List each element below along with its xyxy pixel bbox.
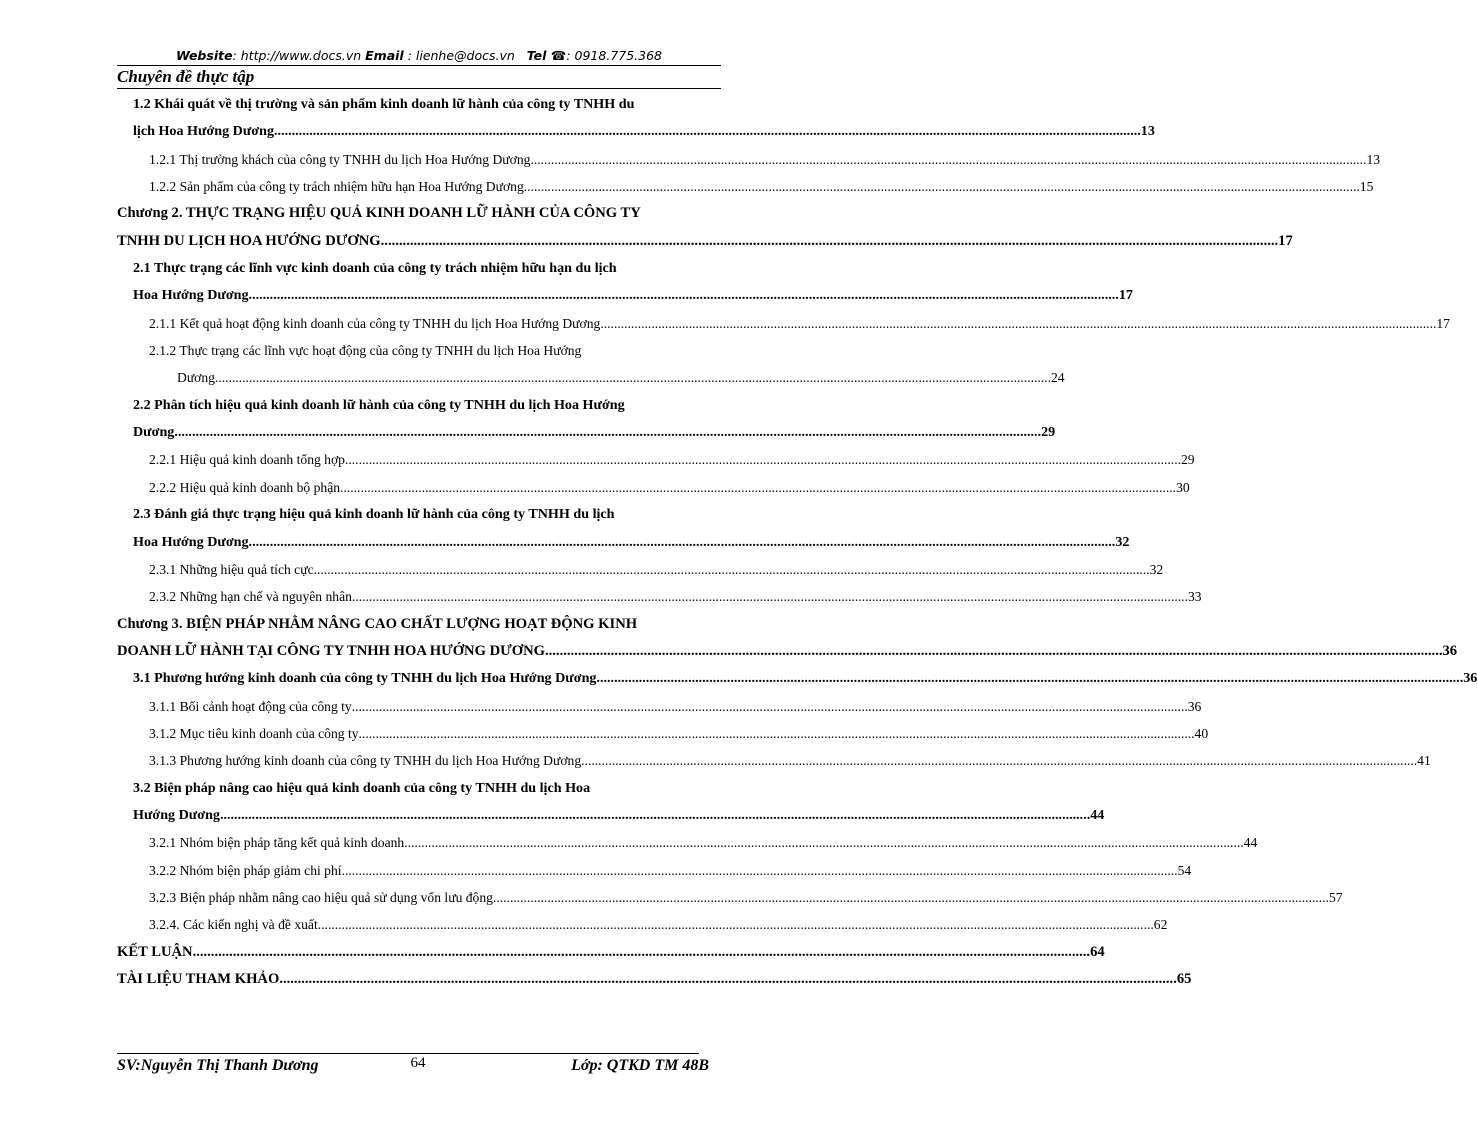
toc-page-number: 13 [1140, 123, 1155, 140]
toc-entry-title: 3.1.2 Mục tiêu kinh doanh của công ty [149, 725, 359, 741]
dot-leader [340, 474, 1176, 501]
toc-entry [117, 146, 1381, 173]
toc-page-number: 36 [1442, 642, 1458, 659]
toc-entry-title: Dương [133, 424, 175, 441]
toc-entry-line [117, 501, 721, 528]
toc-entry-line [117, 118, 1155, 145]
toc-entry-line [117, 337, 721, 364]
toc-entry-title: Dương [177, 370, 215, 386]
toc-entry [117, 583, 1202, 610]
dot-leader [274, 118, 1141, 145]
toc-entry-line [117, 200, 721, 227]
dot-leader [345, 446, 1181, 473]
toc-page-number: 44 [1090, 806, 1105, 823]
toc-entry [117, 474, 1190, 501]
toc-entry [117, 91, 1155, 146]
dot-leader [174, 419, 1041, 446]
toc-page-number: 32 [1115, 533, 1130, 550]
toc-entry [117, 337, 1065, 392]
toc-page-number: 29 [1180, 452, 1195, 468]
toc-entry-title: DOANH LỮ HÀNH TẠI CÔNG TY TNHH HOA HƯỚNG DƯƠNG [117, 642, 545, 659]
toc-entry [117, 611, 1458, 666]
toc-entry-line [117, 884, 1343, 911]
dot-leader [193, 939, 1091, 966]
toc-entry-title: 3.1.1 Bối cảnh hoạt động của công ty [149, 698, 352, 714]
email-address: : lienhe@docs.vn [403, 48, 515, 63]
toc-entry-title: TÀI LIỆU THAM KHẢO [117, 971, 280, 987]
toc-entry-line [117, 665, 1477, 692]
toc-entry [117, 173, 1374, 200]
toc-entry [117, 446, 1195, 473]
toc-entry-line [117, 446, 1195, 473]
toc-entry [117, 501, 1130, 556]
toc-page-number: 24 [1050, 370, 1065, 386]
toc-entry-title: 3.2 Biện pháp nâng cao hiệu quả kinh doanh của công ty TNHH du lịch Hoa [133, 779, 591, 796]
toc-entry-title: 2.3.1 Những hiệu quả tích cực [149, 561, 314, 577]
toc-entry-line [117, 966, 1192, 993]
toc-entry-title: 3.1 Phương hướng kinh doanh của công ty TNHH du lịch Hoa Hướng Dương [133, 670, 597, 687]
toc-entry [117, 911, 1168, 938]
dot-leader [252, 282, 1119, 309]
page-number: 64 [410, 1055, 426, 1071]
toc-entry-line [117, 857, 1192, 884]
toc-entry-title: 2.2.2 Hiệu quả kinh doanh bộ phận [149, 479, 341, 495]
dot-leader [359, 720, 1195, 747]
toc-entry-line [117, 364, 1065, 391]
toc-page-number: 33 [1187, 589, 1202, 605]
dot-leader [581, 747, 1417, 774]
website-label: Website [175, 48, 233, 63]
toc-entry-title: 2.3 Đánh giá thực trạng hiệu quả kinh doanh lữ hành của công ty TNHH du lịch [133, 506, 615, 523]
toc-entry-line [117, 173, 1374, 200]
toc-entry-line [117, 802, 1105, 829]
toc-entry [117, 310, 1450, 337]
footer-class: Lớp: QTKD TM 48B [571, 1057, 709, 1074]
tel-label: Tel ☎ [526, 48, 567, 63]
dot-leader [530, 146, 1366, 173]
toc-entry-title: 1.2.2 Sản phẩm của công ty trách nhiệm hữu hạn Hoa Hướng Dương [149, 179, 524, 195]
toc-page-number: 32 [1149, 561, 1164, 577]
toc-entry-title: KẾT LUẬN [117, 943, 193, 960]
toc-entry [117, 829, 1258, 856]
toc-entry-line [117, 91, 721, 118]
email-label: Email [365, 48, 404, 63]
dot-leader [352, 583, 1188, 610]
toc-entry-line [117, 228, 1293, 255]
toc-entry-title: 2.2 Phân tích hiệu quả kinh doanh lữ hành của công ty TNHH du lịch Hoa Hướng [133, 396, 625, 413]
dot-leader [279, 966, 1177, 993]
toc-entry [117, 857, 1192, 884]
dot-leader [596, 665, 1463, 692]
toc-entry-line [117, 310, 1450, 337]
dot-leader [223, 802, 1090, 829]
toc-entry-line [117, 474, 1190, 501]
toc-entry-title: 3.1.3 Phương hướng kinh doanh của công ty TNHH du lịch Hoa Hướng Dương [149, 753, 582, 769]
dot-leader [352, 693, 1188, 720]
toc-page-number: 65 [1176, 971, 1192, 987]
toc-entry [117, 775, 1105, 830]
toc-page-number: 36 [1187, 698, 1202, 714]
toc-entry-line [117, 556, 1164, 583]
dot-leader [381, 228, 1279, 255]
dot-leader [318, 911, 1154, 938]
toc-entry-title: 3.2.4. Các kiến nghị và đề xuất [149, 917, 318, 933]
toc-page-number: 30 [1176, 479, 1190, 495]
footer-student-name: SV:Nguyễn Thị Thanh Dương [117, 1057, 319, 1074]
toc-entry-line [117, 255, 721, 282]
toc-page-number: 29 [1041, 424, 1056, 441]
toc-entry-title: Hướng Dương. [133, 806, 224, 823]
toc-entry-title: Hoa Hướng Dương. [133, 287, 253, 304]
toc-entry-title: Hoa Hướng Dương [133, 533, 249, 550]
toc-entry-title: 3.2.2 Nhóm biện pháp giảm chi phí [149, 862, 342, 878]
dot-leader [524, 173, 1360, 200]
toc-page-number: 17 [1118, 287, 1133, 304]
dot-leader [600, 310, 1436, 337]
toc-entry-title: 1.2.1 Thị trường khách của công ty TNHH du lịch Hoa Hướng Dương [149, 151, 531, 167]
website-header [117, 48, 721, 64]
toc-entry-line [117, 693, 1202, 720]
table-of-contents [117, 91, 1477, 993]
toc-entry-line [117, 282, 1133, 309]
toc-entry [117, 720, 1209, 747]
toc-page-number: 40 [1194, 725, 1209, 741]
tel-number: : 0918.775.368 [566, 48, 663, 63]
toc-entry [117, 255, 1133, 310]
toc-entry-line [117, 392, 721, 419]
toc-entry [117, 939, 1105, 966]
header-rule-bottom [117, 88, 721, 89]
toc-page-number: 62 [1153, 917, 1168, 933]
toc-entry [117, 693, 1202, 720]
toc-entry-title: 2.1.2 Thực trạng các lĩnh vực hoạt động của công ty TNHH du lịch Hoa Hướng [149, 343, 582, 359]
toc-entry-line [117, 747, 1431, 774]
website-url: : http://www.docs.vn [232, 48, 362, 63]
dot-leader [314, 556, 1150, 583]
toc-entry-title: 2.1.1 Kết quả hoạt động kinh doanh của công ty TNHH du lịch Hoa Hướng Dương [149, 315, 601, 331]
toc-entry-line [117, 939, 1105, 966]
toc-page-number: 13 [1366, 151, 1381, 167]
toc-entry-title: TNHH DU LỊCH HOA HƯỚNG DƯƠNG [117, 232, 381, 249]
toc-page-number: 54 [1177, 862, 1192, 878]
toc-entry [117, 747, 1431, 774]
toc-entry [117, 200, 1293, 255]
toc-entry-line [117, 146, 1381, 173]
toc-entry-title: 2.1 Thực trạng các lĩnh vực kinh doanh của công ty trách nhiệm hữu hạn du lịch [133, 260, 617, 277]
toc-page-number: 36 [1463, 670, 1477, 687]
toc-entry-line [117, 775, 721, 802]
toc-entry-title: 2.2.1 Hiệu quả kinh doanh tổng hợp [149, 452, 345, 468]
topic-title: Chuyên đề thực tập [117, 67, 255, 86]
toc-entry-line [117, 611, 721, 638]
toc-entry-title: 3.2.3 Biện pháp nhằm nâng cao hiệu quả sử dụng vốn lưu động [149, 889, 493, 905]
toc-entry-title: 1.2 Khái quát về thị trường và sản phẩm kinh doanh lữ hành của công ty TNHH du [133, 96, 635, 112]
toc-entry [117, 665, 1477, 692]
toc-page-number: 17 [1278, 232, 1293, 249]
toc-entry [117, 884, 1343, 911]
toc-entry [117, 392, 1056, 447]
dot-leader [249, 529, 1116, 556]
toc-entry-line [117, 829, 1258, 856]
toc-page-number: 64 [1090, 943, 1105, 960]
toc-entry-line [117, 583, 1202, 610]
toc-entry [117, 966, 1192, 993]
toc-page-number: 17 [1436, 315, 1450, 331]
toc-entry-line [117, 720, 1209, 747]
dot-leader [493, 884, 1329, 911]
toc-entry-title: lịch Hoa Hướng Dương [133, 123, 274, 140]
toc-entry-line [117, 529, 1130, 556]
toc-entry-title: 3.2.1 Nhóm biện pháp tăng kết quả kinh doanh. [149, 835, 408, 851]
dot-leader [408, 829, 1244, 856]
toc-entry-line [117, 419, 1056, 446]
dot-leader [545, 638, 1443, 665]
toc-entry-line [117, 911, 1168, 938]
toc-page-number: 44 [1243, 835, 1258, 851]
toc-entry-title: Chương 3. BIỆN PHÁP NHẰM NÂNG CAO CHẤT LƯỢNG HOẠT ĐỘNG KINH [117, 615, 638, 632]
dot-leader [342, 857, 1178, 884]
toc-page-number: 41 [1417, 753, 1431, 769]
toc-page-number: 57 [1328, 889, 1343, 905]
toc-page-number: 15 [1359, 179, 1374, 195]
toc-entry [117, 556, 1164, 583]
toc-entry-title: 2.3.2 Những hạn chế và nguyên nhân [149, 589, 352, 605]
toc-entry-line [117, 638, 1458, 665]
dot-leader [215, 364, 1051, 391]
toc-entry-title: Chương 2. THỰC TRẠNG HIỆU QUẢ KINH DOANH LỮ HÀNH CỦA CÔNG TY [117, 205, 641, 222]
